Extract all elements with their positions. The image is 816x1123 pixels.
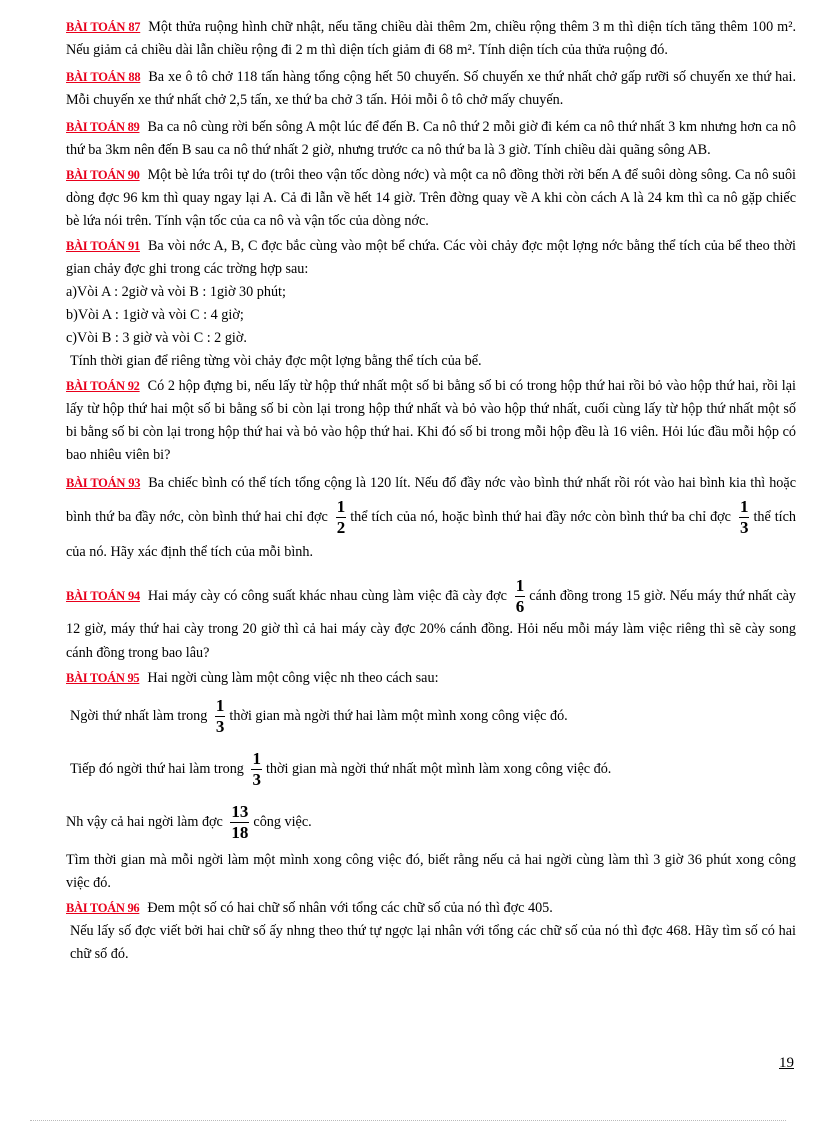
problem-text: Một thửa ruộng hình chữ nhật, nếu tăng chiều dài thêm 2m, chiều rộng thêm 3 m thì diện tích tăng thêm 100 m². Nếu giảm cả chiều dài lẫn chiều rộng đi 2 m thì diện tích giảm đi 68 m². Tính diện tích của thửa ruộng đó. bbox=[66, 19, 796, 58]
fraction: $\frac{1}{3}$ bbox=[739, 497, 749, 537]
problem-93 bbox=[66, 469, 796, 566]
problem-91 bbox=[66, 235, 796, 281]
problem-label: BÀI TOÁN 93 bbox=[66, 476, 141, 490]
problem-91-question: Tính thời gian để riêng từng vòi chảy đợc một lợng bằng thể tích của bể. bbox=[70, 353, 482, 369]
problem-text: Đem một số có hai chữ số nhân với tổng các chữ số của nó thì đợc 405. bbox=[147, 900, 553, 916]
problem-88 bbox=[66, 66, 796, 112]
problem-label: BÀI TOÁN 88 bbox=[66, 70, 141, 84]
problem-95-line-2: Tiếp đó ngời thứ hai làm trong $\frac{1}{3}$ thời gian mà ngời thứ nhất một mình làm xong công việc đó. bbox=[70, 749, 612, 789]
problem-87 bbox=[66, 16, 796, 62]
problem-text: thể tích của nó. Hãy xác định thể tích của mỗi bình. bbox=[66, 508, 796, 560]
fraction: $\frac{1}{2}$ bbox=[336, 497, 346, 537]
problem-90 bbox=[66, 164, 796, 233]
problem-label: BÀI TOÁN 91 bbox=[66, 239, 140, 253]
problem-89 bbox=[66, 116, 796, 162]
problem-text: Hai máy cày có công suất khác nhau cùng làm việc đã cày đợc bbox=[147, 587, 507, 604]
problem-text: Ba vòi nớc A, B, C đợc bắc cùng vào một bể chứa. Các vòi chảy đợc một lợng nớc bằng thể tích của bể theo thời gian chảy đợc ghi trong các trờng hợp sau: bbox=[66, 238, 796, 277]
problem-label: BÀI TOÁN 89 bbox=[66, 120, 140, 134]
problem-95 bbox=[66, 667, 796, 690]
fraction: $\frac{1}{3}$ bbox=[215, 696, 225, 736]
problem-text: cánh đồng trong 15 giờ. Nếu máy thứ nhất cày 12 giờ, máy thứ hai cày trong 20 giờ thì cả hai máy cày đợc 20% cánh đồng. Hỏi nếu mỗi máy làm việc riêng thì sẽ cày song cánh đồng trong bao lâu? bbox=[66, 587, 797, 661]
problem-91-case-b: b)Vòi A : 1giờ và vòi C : 4 giờ; bbox=[66, 307, 244, 323]
problem-label: BÀI TOÁN 87 bbox=[66, 20, 141, 34]
problem-96-question: Nếu lấy số đợc viết bởi hai chữ số ấy nhng theo thứ tự ngợc lại nhân với tổng các chữ số của nó thì đợc 468. Hãy tìm số có hai chữ số đó. bbox=[70, 923, 796, 962]
problem-label: BÀI TOÁN 92 bbox=[66, 379, 140, 393]
problem-text: Ba chiếc bình có thể tích tổng cộng là 120 lít. Nếu đổ đầy nớc vào bình thứ nhất rồi rót vào hai bình kia thì hoặc bình thứ ba đầy nớc, còn bình thứ hai chỉ đợc bbox=[66, 475, 796, 525]
problem-96 bbox=[66, 897, 796, 920]
problem-95-line-3: Nh vậy cả hai ngời làm đợc $\frac{13}{18}$ công việc. bbox=[66, 802, 312, 842]
problem-text: Hai ngời cùng làm một công việc nh theo cách sau: bbox=[147, 670, 439, 686]
fraction: $\frac{1}{3}$ bbox=[252, 749, 261, 789]
problem-91-case-a: a)Vòi A : 2giờ và vòi B : 1giờ 30 phút; bbox=[66, 284, 286, 300]
problem-94 bbox=[66, 576, 796, 665]
problem-91-case-c: c)Vòi B : 3 giờ và vòi C : 2 giờ. bbox=[66, 330, 247, 346]
problem-95-line-1: Ngời thứ nhất làm trong $\frac{1}{3}$ thời gian mà ngời thứ hai làm một mình xong công việc đó. bbox=[70, 696, 568, 736]
problem-label: BÀI TOÁN 95 bbox=[66, 671, 140, 685]
fraction: $\frac{1}{6}$ bbox=[515, 576, 525, 616]
problem-text: Có 2 hộp đựng bi, nếu lấy từ hộp thứ nhất một số bi bằng số bi có trong hộp thứ hai rồi bỏ vào hộp thứ hai, rồi lại lấy từ hộp thứ hai một số bi bằng số bi còn lại trong hộp thứ nhất và bỏ vào hộp thứ nhất, cuối cùng lấy từ hộp thứ nhất một số bi bằng số bi còn lại trong hộp thứ hai và bỏ vào hộp thứ hai. Khi đó số bi trong mỗi hộp đều là 16 viên. Hỏi lúc đầu mỗi hộp có bao nhiêu viên bi? bbox=[66, 378, 796, 463]
problem-95-question: Tìm thời gian mà mỗi ngời làm một mình xong công việc đó, biết rằng nếu cả hai ngời cùng làm thì 3 giờ 36 phút xong công việc đó. bbox=[66, 852, 796, 891]
bottom-divider bbox=[30, 1120, 786, 1121]
problem-text: thể tích của nó, hoặc bình thứ hai đầy nớc còn bình thứ ba chỉ đợc bbox=[350, 508, 731, 525]
problem-text: Ba ca nô cùng rời bến sông A một lúc để đến B. Ca nô thứ 2 mỗi giờ đi kém ca nô thứ nhất 3 km nhưng hơn ca nô thứ ba 3km nên đến B sau ca nô thứ nhất 2 giờ, nhưng trước ca nô thứ ba là 3 giờ. Tính chiều dài quãng sông AB. bbox=[66, 119, 796, 158]
fraction: $\frac{13}{18}$ bbox=[231, 802, 249, 842]
problem-label: BÀI TOÁN 94 bbox=[66, 588, 140, 603]
document-page bbox=[66, 14, 796, 966]
problem-label: BÀI TOÁN 96 bbox=[66, 901, 140, 915]
problem-label: BÀI TOÁN 90 bbox=[66, 168, 140, 182]
problem-text: Ba xe ô tô chở 118 tấn hàng tổng cộng hết 50 chuyến. Số chuyến xe thứ nhất chở gấp rưỡi số chuyến xe thứ hai. Mỗi chuyến xe thứ nhất chở 2,5 tấn, xe thứ ba chở 3 tấn. Hỏi mỗi ô tô chở mấy chuyến. bbox=[66, 69, 796, 108]
problem-text: Một bè lứa trôi tự do (trôi theo vận tốc dòng nớc) và một ca nô đồng thời rời bến A để suôi dòng sông. Ca nô suôi dòng đợc 96 km thì quay ngay lại A. Cả đi lẫn về hết 14 giờ. Trên đờng quay về A khi còn cách A là 24 km thì ca nô gặp chiếc bè lứa nói trên. Tính vận tốc của ca nô và vận tốc của dòng nớc. bbox=[66, 167, 797, 229]
page-number: 19 bbox=[779, 1055, 794, 1071]
problem-92 bbox=[66, 375, 796, 467]
